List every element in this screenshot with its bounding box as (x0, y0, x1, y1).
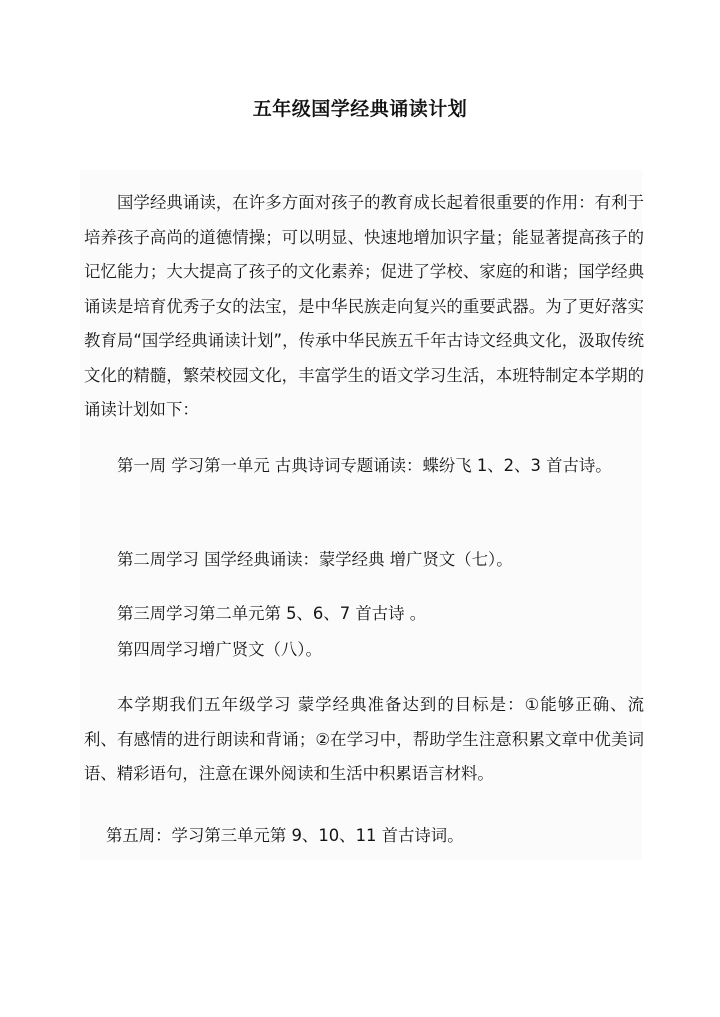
document-title: 五年级国学经典诵读计划 (252, 98, 468, 120)
week-2-plan: 第二周学习 国学经典诵读：蒙学经典 增广贤文（七）。 (117, 550, 513, 569)
week-5-plan: 第五周：学习第三单元第 9、10、11 首古诗词。 (106, 826, 464, 845)
week-3-plan: 第三周学习第二单元第 5、6、7 首古诗 。 (117, 604, 427, 623)
intro-paragraph: 国学经典诵读，在许多方面对孩子的教育成长起着很重要的作用：有利于培养孩子高尚的道德情操；可以明显、快速地增加识字量；能显著提高孩子的记忆能力；大大提高了孩子的文化素养；促进了学校、家庭的和谐；国学经典诵读是培育优秀子女的法宝，是中华民族走向复兴的重要武器。为了更好落实教育局“国学经典诵读计划”，传承中华民族五千年古诗文经典文化，汲取传统文化的精髓，繁荣校园文化，丰富学生的语文学习生活，本班特制定本学期的诵读计划如下： (84, 193, 644, 419)
week-1-plan: 第一周 学习第一单元 古典诗词专题诵读：蝶纷飞 1、2、3 首古诗。 (117, 456, 612, 475)
week-4-plan: 第四周学习增广贤文（八）。 (117, 640, 322, 659)
goal-paragraph: 本学期我们五年级学习 蒙学经典准备达到的目标是：①能够正确、流利、有感情的进行朗读和背诵；②在学习中，帮助学生注意积累文章中优美词语、精彩语句，注意在课外阅读和生活中积累语言材料。 (84, 695, 644, 783)
